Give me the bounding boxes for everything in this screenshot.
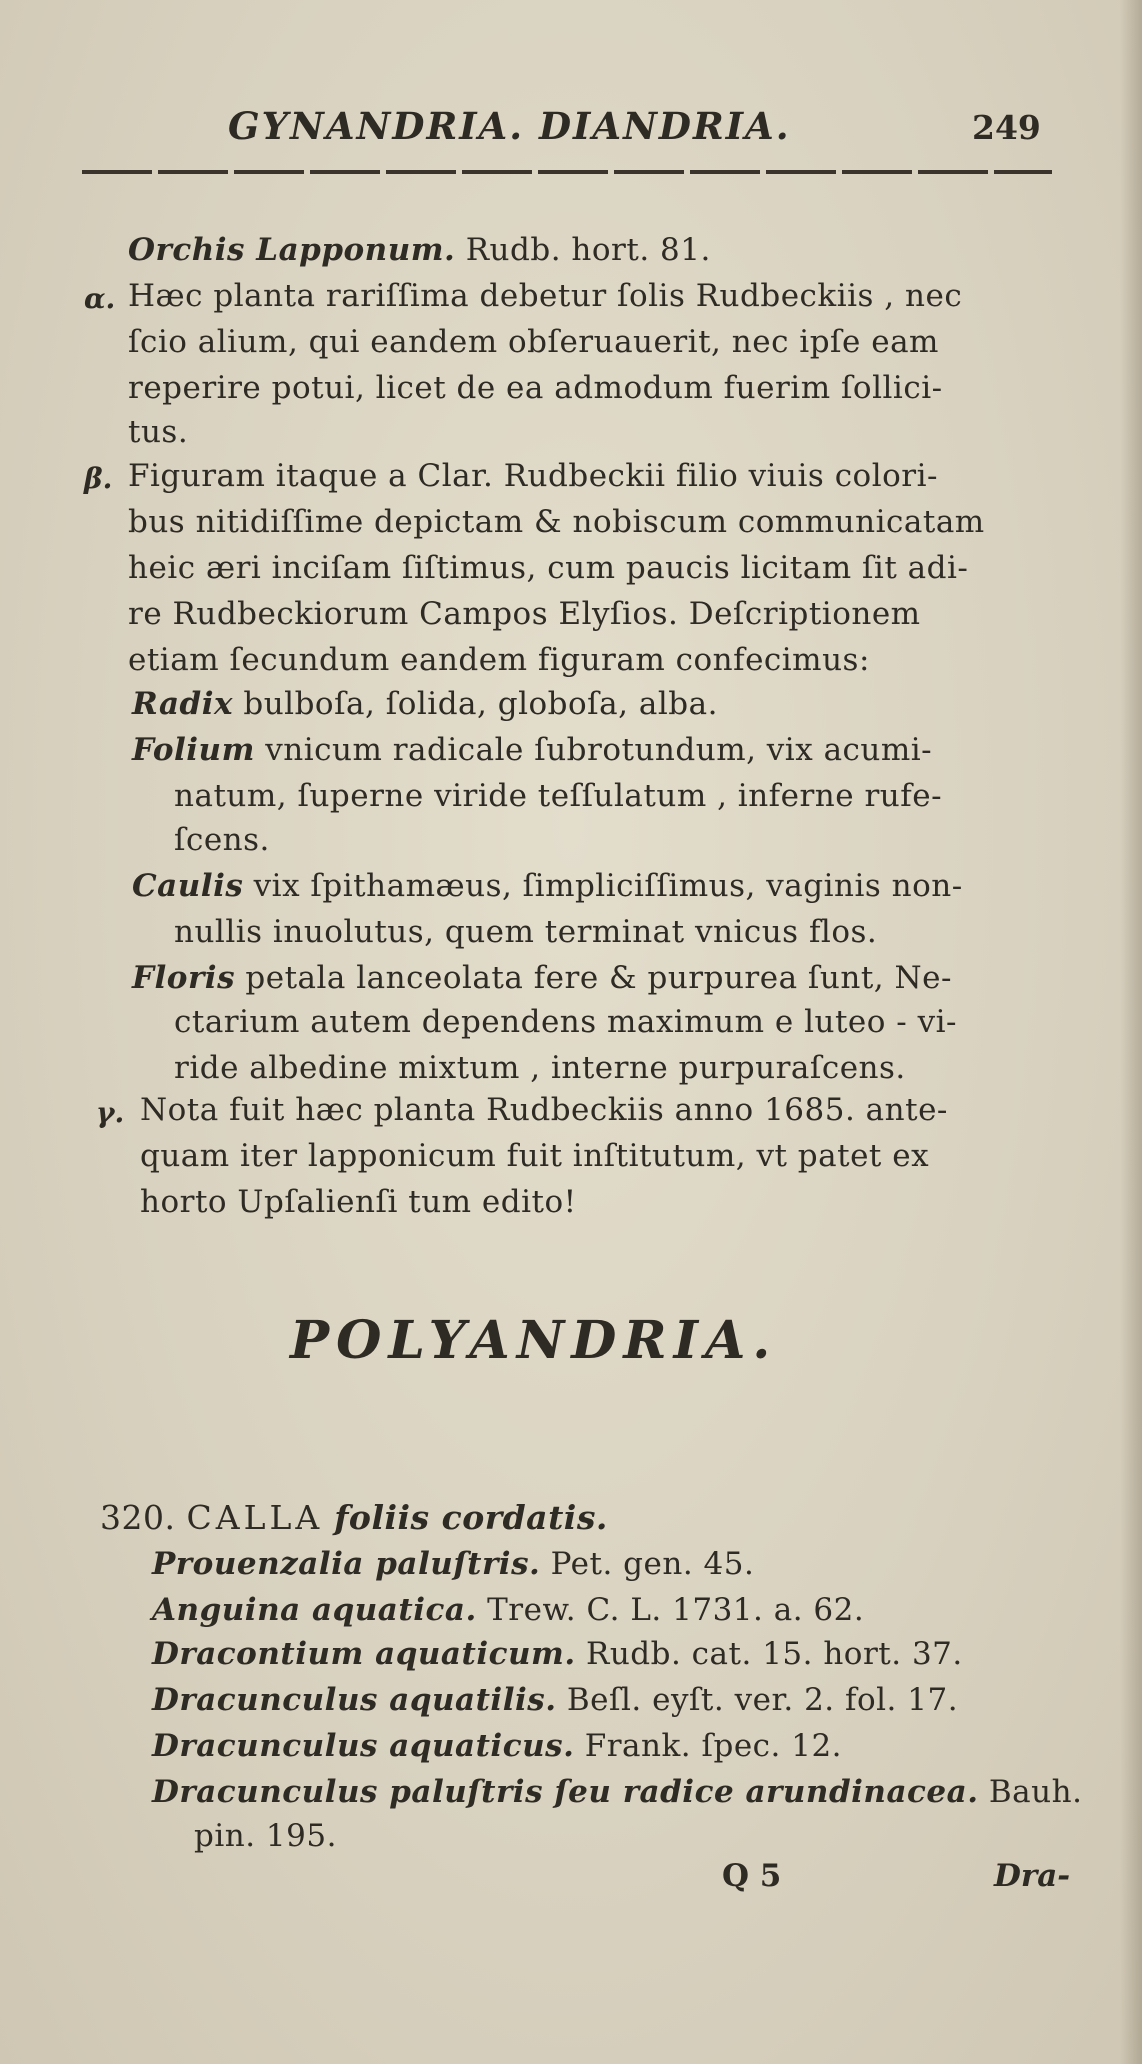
term-radix: Radix	[132, 686, 233, 722]
signature-mark: Q 5	[722, 1858, 782, 1894]
synonym-line: pin. 195.	[194, 1818, 337, 1854]
synonym-line: Anguina aquatica. Trew. C. L. 1731. a. 62.	[152, 1592, 865, 1628]
text-line: Folium vnicum radicale ſubrotundum, vix acumi-	[132, 732, 933, 768]
term-caulis: Caulis	[132, 868, 244, 904]
marker-gamma: γ.	[96, 1096, 125, 1129]
text-line: Figuram itaque a Clar. Rudbeckii filio viuis colori-	[128, 458, 939, 494]
entry-number: 320.	[100, 1498, 176, 1537]
text-line: re Rudbeckiorum Campos Elyſios. Deſcriptionem	[128, 596, 921, 632]
page-edge-shadow	[1120, 0, 1142, 2064]
section-heading: POLYANDRIA.	[290, 1310, 778, 1371]
header-rule	[82, 170, 1052, 174]
text-line: ſcens.	[174, 822, 270, 858]
text-line: bus nitidiſſime depictam & nobiscum communicatam	[128, 504, 985, 540]
species-name: Orchis Lapponum.	[128, 232, 456, 268]
text-line: natum, ſuperne viride teſſulatum , inferne rufe-	[174, 778, 943, 814]
text-line: Caulis vix ſpithamæus, ſimpliciſſimus, vaginis non-	[132, 868, 963, 904]
synonym-line: Dracunculus aquaticus. Frank. ſpec. 12.	[152, 1728, 843, 1764]
marker-beta: β.	[84, 462, 113, 495]
text-line: quam iter lapponicum fuit inſtitutum, vt patet ex	[140, 1138, 930, 1174]
text-line: tus.	[128, 414, 189, 450]
diagnosis: foliis cordatis.	[334, 1498, 608, 1537]
text-line: horto Upſalienſi tum edito!	[140, 1184, 577, 1220]
text-line: heic æri inciſam ſiſtimus, cum paucis licitam ſit adi-	[128, 550, 969, 586]
text-line: Floris petala lanceolata fere & purpurea ſunt, Ne-	[132, 960, 952, 996]
genus-name: CALLA	[186, 1498, 324, 1537]
text-line: ctarium autem dependens maximum e luteo - vi-	[174, 1004, 958, 1040]
term-folium: Folium	[132, 732, 255, 768]
entry-header	[100, 1498, 608, 1538]
marker-alpha: α.	[84, 282, 116, 315]
text-line: etiam ſecundum eandem figuram confecimus:	[128, 642, 870, 678]
text-line: reperire potui, licet de ea admodum fuerim ſollici-	[128, 370, 943, 406]
reference: Rudb. hort. 81.	[455, 232, 711, 268]
synonym-line: Dracunculus paluſtris ſeu radice arundinacea. Bauh.	[152, 1774, 1083, 1810]
text-line: ride albedine mixtum , interne purpuraſcens.	[174, 1050, 906, 1086]
text-line: Hæc planta rariſſima debetur ſolis Rudbeckiis , nec	[128, 278, 963, 314]
text-line: ſcio alium, qui eandem obſeruauerit, nec ipſe eam	[128, 324, 939, 360]
synonym-line: Prouenzalia paluſtris. Pet. gen. 45.	[152, 1546, 755, 1582]
catchword: Dra-	[994, 1858, 1071, 1894]
synonym-line: Dracunculus aquatilis. Beſl. eyſt. ver. 2. fol. 17.	[152, 1682, 959, 1718]
text-line: nullis inuolutus, quem terminat vnicus flos.	[174, 914, 878, 950]
text-line	[128, 230, 711, 270]
running-title: GYNANDRIA. DIANDRIA.	[228, 104, 791, 148]
term-floris: Floris	[132, 960, 236, 996]
text-line: Nota fuit hæc planta Rudbeckiis anno 1685. ante-	[140, 1092, 948, 1128]
text-line: Radix bulboſa, ſolida, globoſa, alba.	[132, 686, 718, 722]
page-number: 249	[972, 108, 1041, 147]
synonym-line: Dracontium aquaticum. Rudb. cat. 15. hort. 37.	[152, 1636, 963, 1672]
